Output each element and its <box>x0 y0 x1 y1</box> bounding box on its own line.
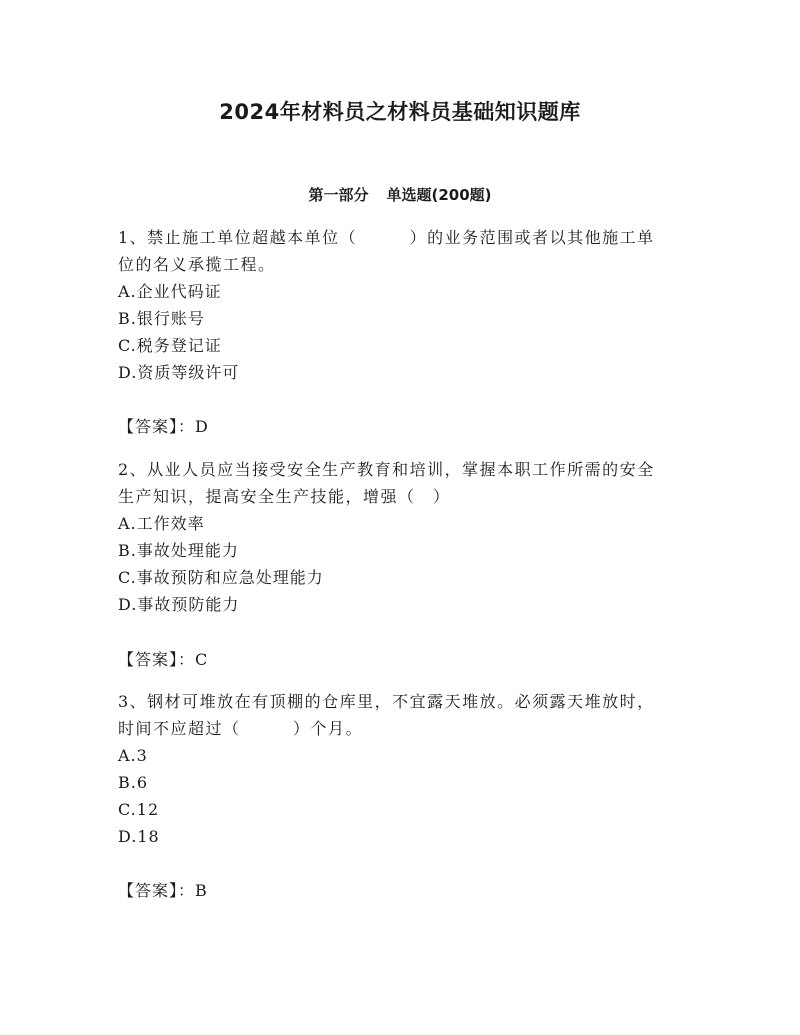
question-3-answer: 【答案】：B <box>118 881 208 900</box>
question-2-option-c: C.事故预防和应急处理能力 <box>118 568 324 587</box>
question-1-option-d: D.资质等级许可 <box>118 363 240 382</box>
question-2-option-a: A.工作效率 <box>118 514 205 533</box>
question-1-option-c: C.税务登记证 <box>118 336 222 355</box>
question-2-answer: 【答案】：C <box>118 650 209 669</box>
question-3-stem-line2: 时间不应超过（ ）个月。 <box>118 719 364 738</box>
question-2-option-d: D.事故预防能力 <box>118 595 240 614</box>
section-heading <box>0 184 800 205</box>
question-1-option-a: A.企业代码证 <box>118 282 222 301</box>
question-3-option-d: D.18 <box>118 827 160 846</box>
document-title: 2024年材料员之材料员基础知识题库 <box>219 100 581 124</box>
question-3-option-c: C.12 <box>118 800 160 819</box>
question-1-option-b: B.银行账号 <box>118 309 205 328</box>
question-3-option-a: A.3 <box>118 746 148 765</box>
question-1-stem-line1: 1、禁止施工单位超越本单位（ ）的业务范围或者以其他施工单 <box>118 228 655 247</box>
section-name: 单选题(200题) <box>386 186 492 204</box>
question-3-stem-line1: 3、钢材可堆放在有顶棚的仓库里，不宜露天堆放。必须露天堆放时， <box>118 692 655 711</box>
question-2-stem-line1: 2、从业人员应当接受安全生产教育和培训，掌握本职工作所需的安全 <box>118 460 655 479</box>
question-3-option-b: B.6 <box>118 773 149 792</box>
question-2-stem-line2: 生产知识，提高安全生产技能，增强（ ） <box>118 487 451 506</box>
question-1-answer: 【答案】：D <box>118 417 209 436</box>
section-part: 第一部分 <box>308 186 369 204</box>
question-2-option-b: B.事故处理能力 <box>118 541 239 560</box>
question-1-stem-line2: 位的名义承揽工程。 <box>118 255 276 274</box>
